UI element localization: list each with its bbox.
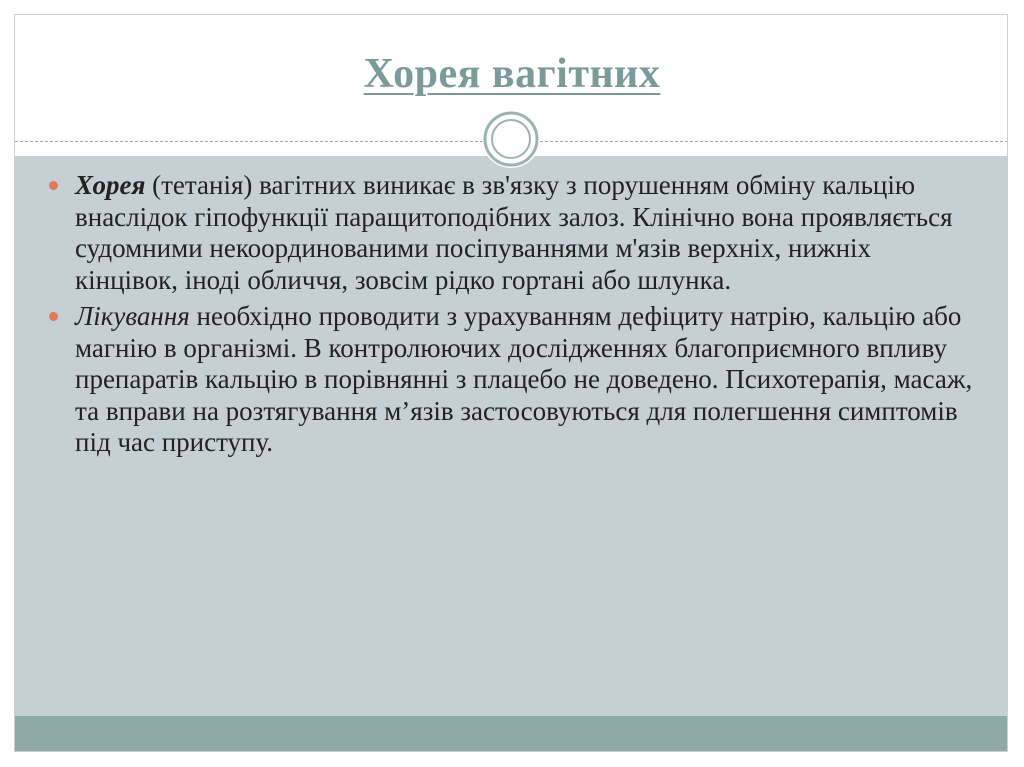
bullet-keyword: Хорея bbox=[75, 170, 146, 200]
bullet-list bbox=[45, 170, 975, 464]
footer-bar bbox=[15, 716, 1008, 752]
bullet-item-treatment bbox=[45, 301, 975, 459]
slide-title: Хорея вагітних bbox=[363, 51, 661, 97]
bullet-text: (тетанія) вагітних виникає в зв'язку з порушенням обміну кальцію внаслідок гіпофункції паращитоподібних залоз. Клінічно вона проявляється судомними некоординованими посіпуваннями м'язів верхніх, нижніх кінцівок, іноді обличчя, зовсім рідко гортані або шлунка. bbox=[75, 170, 953, 295]
bullet-dot-icon bbox=[49, 312, 58, 321]
bullet-keyword: Лікування bbox=[75, 301, 190, 331]
ring-ornament-icon bbox=[482, 110, 540, 168]
bullet-item-chorea bbox=[45, 170, 975, 296]
bullet-dot-icon bbox=[49, 181, 58, 190]
bullet-text: необхідно проводити з урахуванням дефіциту натрію, кальцію або магнію в організмі. В контролюючих дослідженнях благоприємного впливу препаратів кальцію в порівнянні з плацебо не доведено. Психотерапія, масаж, та вправи на розтягування м’язів застосовуються для полегшення симптомів під час приступу. bbox=[75, 301, 973, 457]
